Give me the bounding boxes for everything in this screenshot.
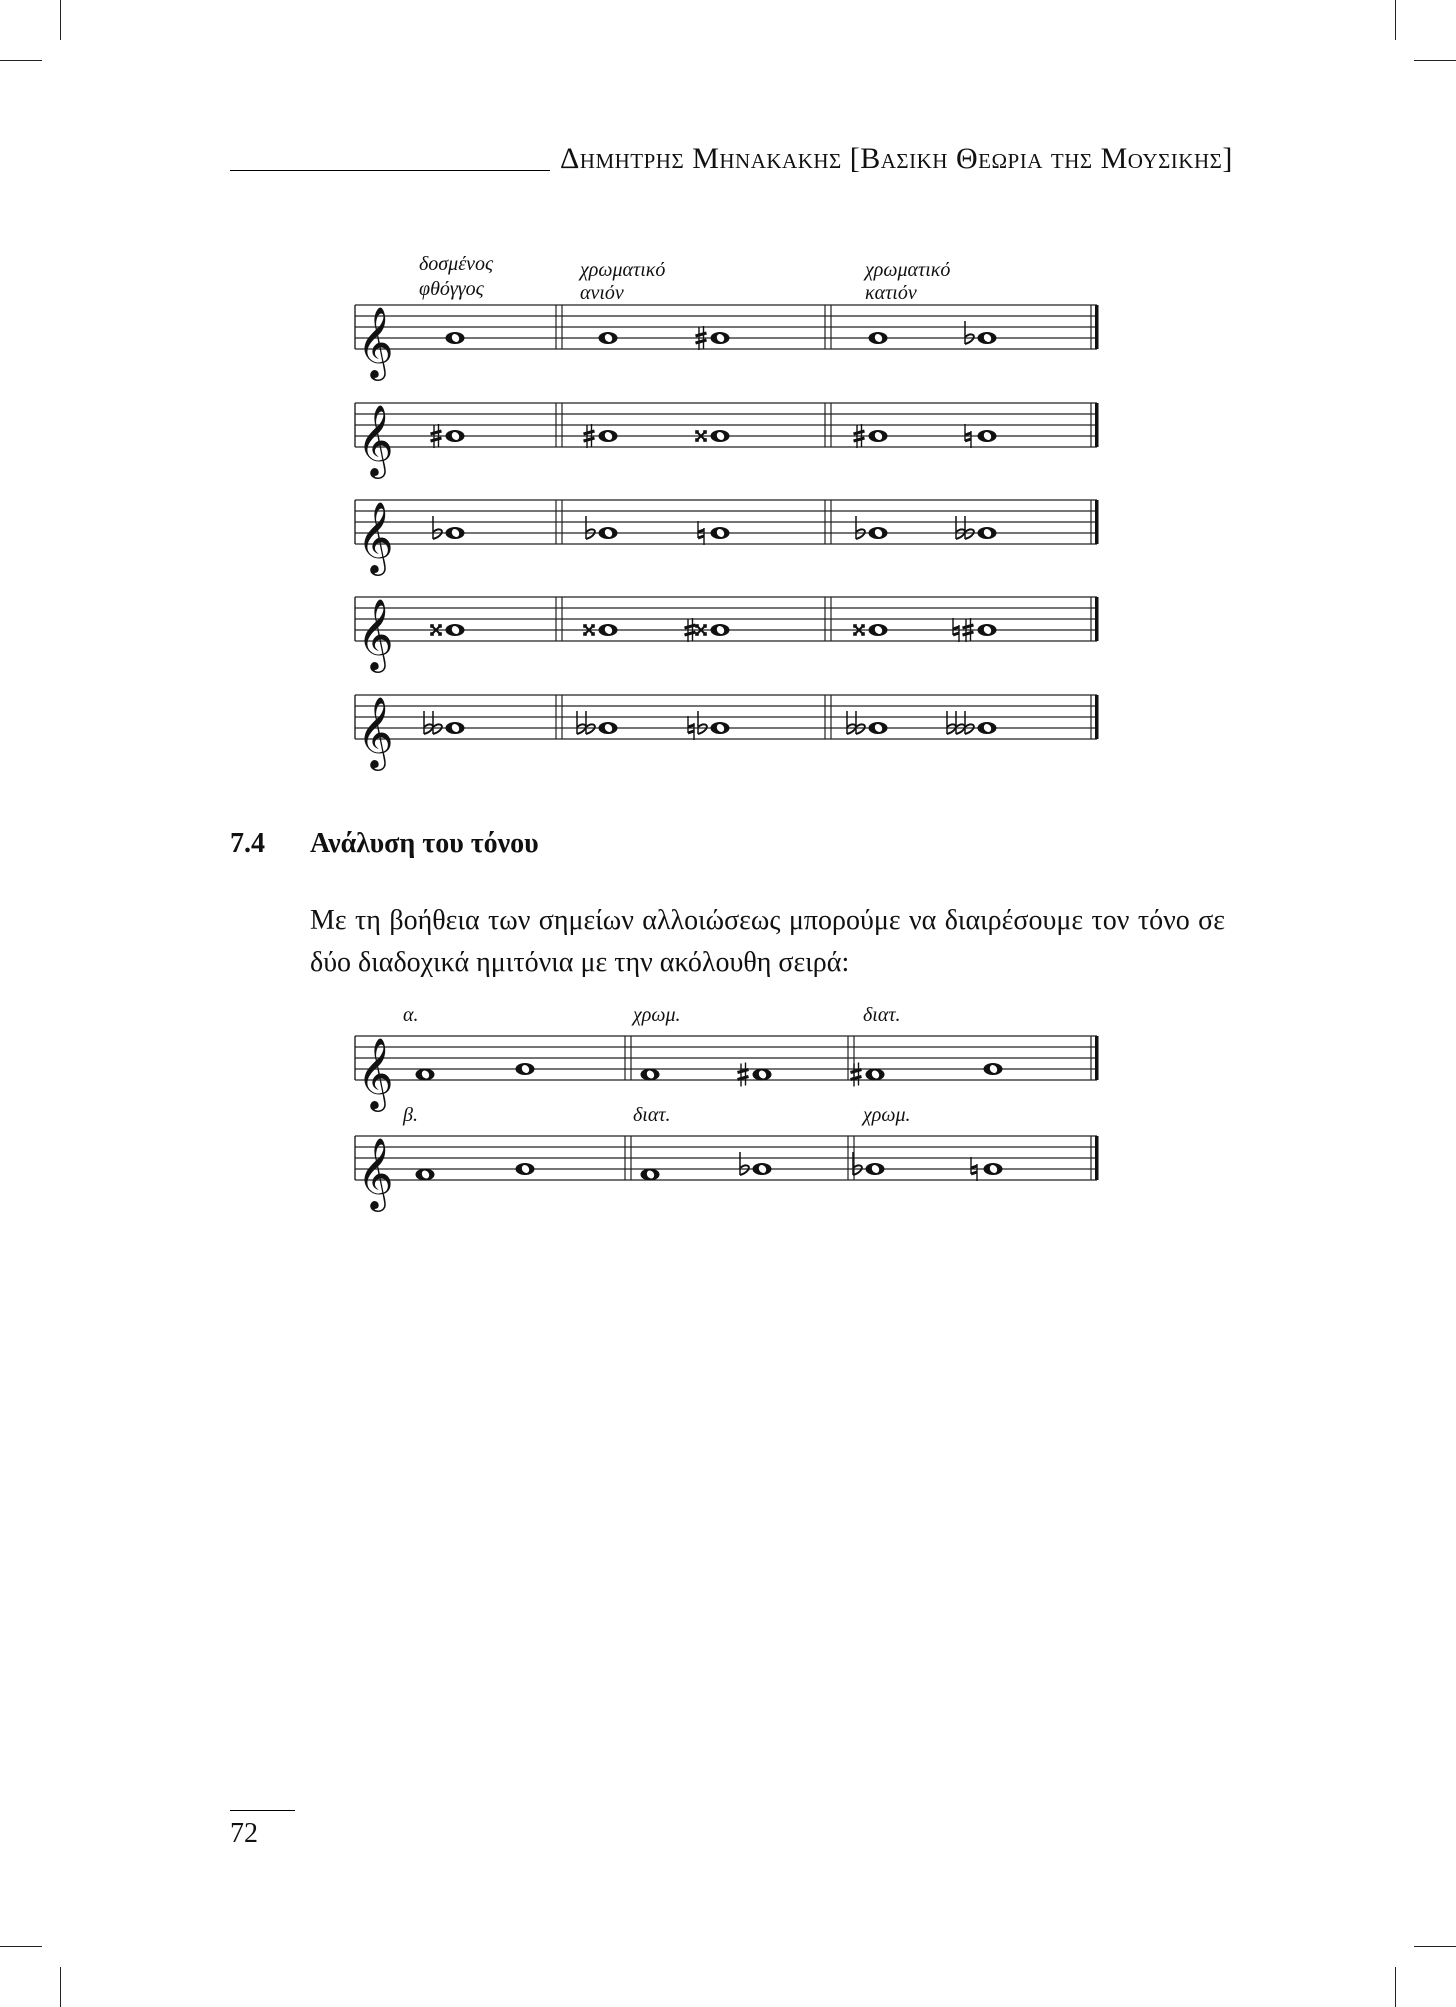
section-title: Ανάλυση του τόνου (310, 828, 539, 859)
whole-note (516, 1063, 535, 1075)
measure-label: α. (403, 1004, 419, 1026)
whole-note (599, 722, 618, 734)
final-barline-thick (1095, 1136, 1099, 1180)
measure-label: διατ. (633, 1104, 671, 1126)
whole-note (869, 430, 888, 442)
crop-mark (1395, 1967, 1396, 2007)
treble-clef-icon: 𝄞 (357, 1036, 394, 1109)
whole-note (978, 722, 997, 734)
whole-note (866, 1163, 885, 1175)
whole-note (711, 430, 730, 442)
whole-note (753, 1163, 772, 1175)
crop-mark (0, 1946, 42, 1947)
whole-note (711, 332, 730, 344)
section-number: 7.4 (230, 828, 265, 859)
sharp-icon (851, 1063, 862, 1087)
whole-note (711, 624, 730, 636)
staff-system (355, 305, 1099, 381)
treble-clef-icon: 𝄞 (357, 695, 394, 768)
footer-rule (230, 1810, 295, 1811)
whole-note (516, 1163, 535, 1175)
crop-mark (1414, 60, 1456, 61)
body-paragraph (310, 900, 1225, 984)
flat-icon (424, 711, 433, 734)
crop-mark (60, 1967, 61, 2007)
staff-system (355, 403, 1099, 479)
whole-note (416, 1069, 435, 1081)
flat-icon (577, 711, 586, 734)
flat-icon (856, 516, 865, 539)
paragraph-text: Με τη βοήθεια των σημείων αλλοιώσεως μπορούμε να διαιρέσουμε τον τόνο σε δύο διαδοχικά ημιτόνια με την ακόλουθη σειρά: (310, 905, 1225, 978)
tone-division-figure (345, 998, 1115, 1209)
whole-note (978, 624, 997, 636)
flat-icon (956, 711, 965, 734)
whole-note (984, 1163, 1003, 1175)
page-number: 72 (230, 1818, 258, 1849)
treble-clef-icon: 𝄞 (357, 597, 394, 670)
whole-note (978, 430, 997, 442)
whole-note (416, 1169, 435, 1181)
flat-icon (698, 711, 707, 734)
treble-clef-icon: 𝄞 (357, 305, 394, 378)
flat-icon (586, 516, 595, 539)
final-barline-thick (1095, 500, 1099, 544)
chromatic-alteration-figure (345, 240, 1115, 770)
whole-note (869, 722, 888, 734)
running-header: Δημητρης Μηνακακης [Βασικη Θεωρια της Μουσικης] (560, 142, 1233, 175)
flat-icon (586, 711, 595, 734)
whole-note (641, 1069, 660, 1081)
final-barline-thick (1095, 403, 1099, 447)
whole-note (711, 722, 730, 734)
whole-note (753, 1069, 772, 1081)
whole-note (446, 332, 465, 344)
crop-mark (1414, 1946, 1456, 1947)
whole-note (711, 527, 730, 539)
whole-note (869, 332, 888, 344)
flat-icon (847, 711, 856, 734)
column-label-given-note-line2: φθόγγος (419, 278, 484, 300)
final-barline-thick (1095, 695, 1099, 739)
whole-note (599, 332, 618, 344)
staff-system (355, 1104, 1099, 1212)
whole-note (446, 722, 465, 734)
header-rule (230, 170, 550, 171)
column-label-descending-line1: χρωματικό (865, 259, 951, 281)
column-label-ascending-line1: χρωματικό (580, 259, 666, 281)
crop-mark (60, 0, 61, 40)
whole-note (866, 1069, 885, 1081)
treble-clef-icon: 𝄞 (357, 403, 394, 476)
flat-icon (740, 1152, 749, 1175)
column-label-given-note-line1: δοσμένος (419, 253, 494, 275)
column-label-descending-line2: κατιόν (865, 282, 917, 304)
whole-note (599, 527, 618, 539)
flat-icon (965, 321, 974, 344)
flat-icon (856, 711, 865, 734)
whole-note (599, 430, 618, 442)
final-barline-thick (1095, 597, 1099, 641)
measure-label: διατ. (863, 1004, 901, 1026)
flat-icon (965, 711, 974, 734)
whole-note (869, 527, 888, 539)
whole-note (978, 332, 997, 344)
final-barline-thick (1095, 1036, 1099, 1080)
measure-label: β. (403, 1104, 418, 1126)
sharp-icon (738, 1063, 749, 1087)
whole-note (446, 624, 465, 636)
flat-icon (956, 516, 965, 539)
final-barline-thick (1095, 305, 1099, 349)
staff-system (355, 500, 1099, 576)
flat-icon (965, 516, 974, 539)
crop-mark (1395, 0, 1396, 40)
treble-clef-icon: 𝄞 (357, 500, 394, 573)
whole-note (446, 527, 465, 539)
staff-system (355, 695, 1099, 771)
whole-note (984, 1063, 1003, 1075)
whole-note (978, 527, 997, 539)
column-label-ascending-line2: ανιόν (580, 282, 624, 304)
flat-icon (947, 711, 956, 734)
whole-note (869, 624, 888, 636)
measure-label: χρωμ. (633, 1004, 681, 1026)
staff-system (355, 597, 1099, 673)
treble-clef-icon: 𝄞 (357, 1136, 394, 1209)
flat-icon (433, 711, 442, 734)
measure-label: χρωμ. (863, 1104, 911, 1126)
crop-mark (0, 60, 42, 61)
whole-note (446, 430, 465, 442)
whole-note (599, 624, 618, 636)
flat-icon (433, 516, 442, 539)
staff-system (355, 1004, 1099, 1112)
whole-note (641, 1169, 660, 1181)
